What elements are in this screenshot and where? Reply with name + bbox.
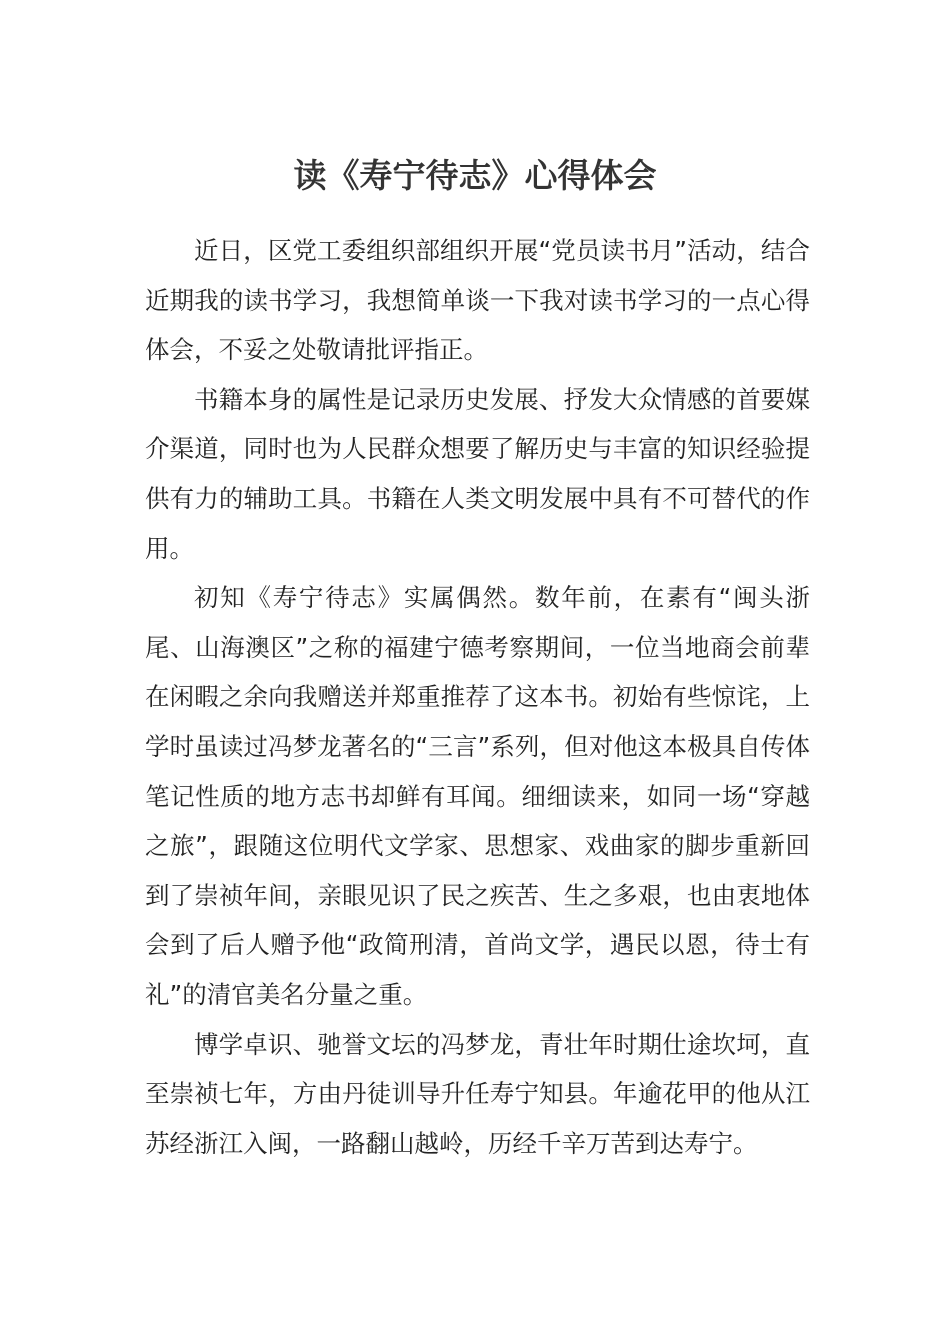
document-title: 读《寿宁待志》心得体会 (293, 156, 657, 195)
paragraph-3: 初知《寿宁待志》实属偶然。数年前，在素有“闽头浙尾、山海澳区”之称的福建宁德考察期间，一位当地商会前辈在闲暇之余向我赠送并郑重推荐了这本书。初始有些惊诧，上学时虽读过冯梦龙著名的“三言”系列，但对他这本极具自传体笔记性质的地方志书却鲜有耳闻。细细读来，如同一场“穿越之旅”，跟随这位明代文学家、思想家、戏曲家的脚步重新回到了崇祯年间，亲眼见识了民之疾苦、生之多艰，也由衷地体会到了后人赠予他“政简刑清，首尚文学，遇民以恩，待士有礼”的清官美名分量之重。 (145, 583, 810, 1009)
paragraph-2: 书籍本身的属性是记录历史发展、抒发大众情感的首要媒介渠道，同时也为人民群众想要了解历史与丰富的知识经验提供有力的辅助工具。书籍在人类文明发展中具有不可替代的作用。 (145, 384, 810, 563)
document-body (145, 226, 810, 1168)
paragraph-1: 近日，区党工委组织部组织开展“党员读书月”活动，结合近期我的读书学习，我想简单谈一下我对读书学习的一点心得体会，不妥之处敬请批评指正。 (145, 236, 810, 365)
paragraph-4: 博学卓识、驰誉文坛的冯梦龙，青壮年时期仕途坎坷，直至崇祯七年，方由丹徒训导升任寿宁知县。年逾花甲的他从江苏经浙江入闽，一路翻山越岭，历经千辛万苦到达寿宁。 (145, 1029, 810, 1158)
